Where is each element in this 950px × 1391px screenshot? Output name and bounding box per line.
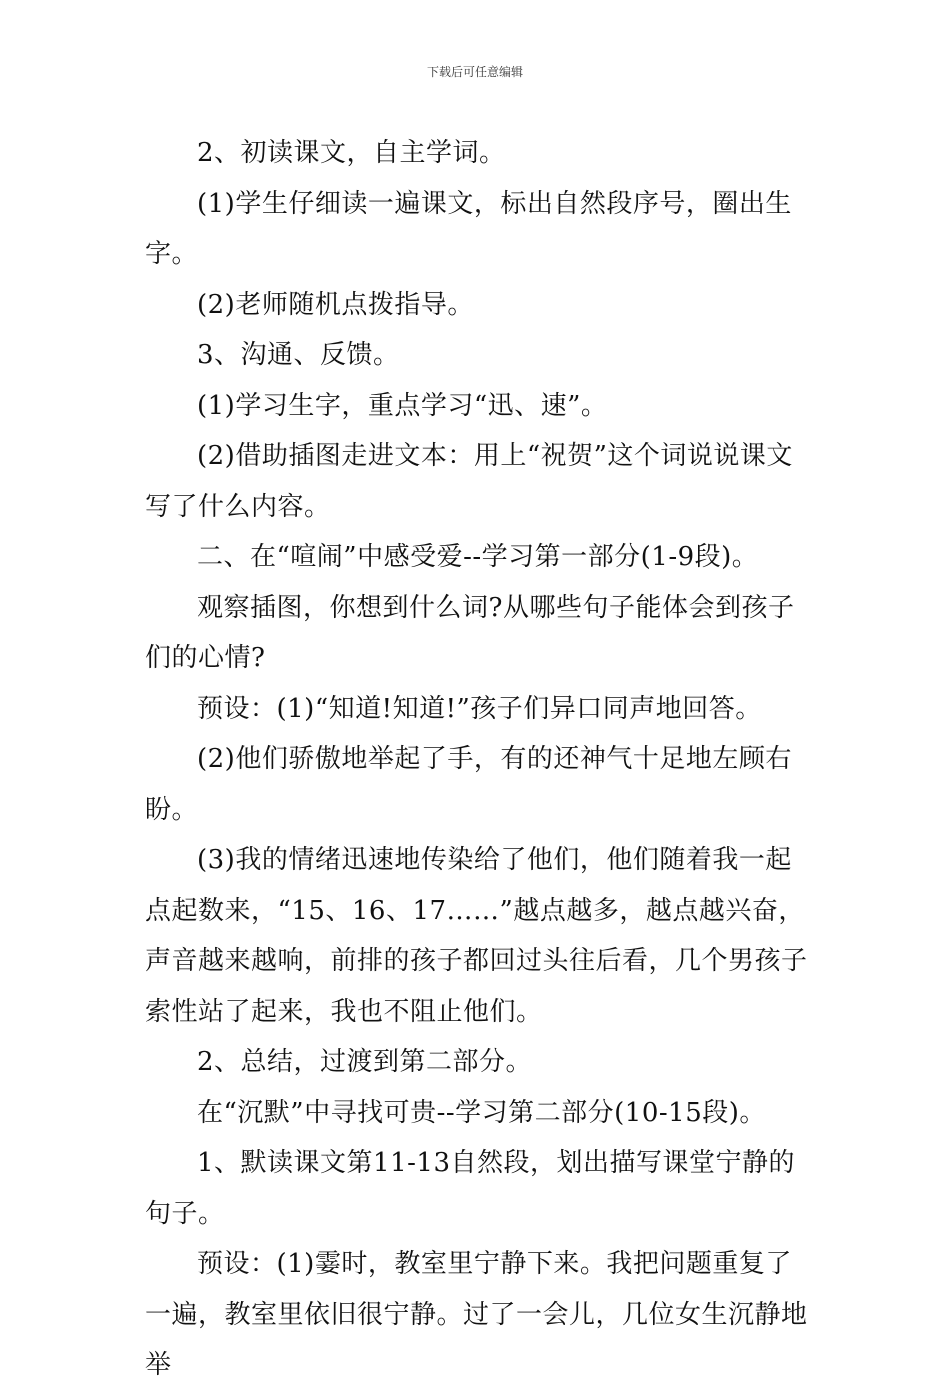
paragraph: 3、沟通、反馈。	[197, 340, 400, 370]
paragraph: (1)学生仔细读一遍课文，标出自然段序号，圈出生字。	[145, 188, 792, 269]
paragraph: (2)借助插图走进文本：用上“祝贺”这个词说说课文写了什么内容。	[145, 441, 793, 522]
document-body	[145, 128, 813, 1391]
paragraph: (2)他们骄傲地举起了手，有的还神气十足地左顾右盼。	[145, 744, 792, 825]
paragraph: (2)老师随机点拨指导。	[197, 289, 474, 320]
paragraph: 预设：(1)“知道!知道!”孩子们异口同声地回答。	[197, 693, 762, 724]
paragraph: 1、默读课文第11-13自然段，划出描写课堂宁静的句子。	[145, 1148, 795, 1229]
paragraph: 观察插图，你想到什么词?从哪些句子能体会到孩子们的心情?	[145, 592, 795, 673]
paragraph: (1)学习生字，重点学习“迅、速”。	[197, 390, 608, 421]
paragraph: 预设：(1)霎时，教室里宁静下来。我把问题重复了一遍，教室里依旧很宁静。过了一会儿，几位女生沉静地举	[145, 1249, 808, 1380]
paragraph: (3)我的情绪迅速地传染给了他们，他们随着我一起点起数来，“15、16、17……”越点越多，越点越兴奋，声音越来越响，前排的孩子都回过头往后看，几个男孩子索性站了起来，我也不阻止他们。	[145, 845, 808, 1027]
paragraph: 2、初读课文，自主学词。	[197, 138, 506, 168]
section-heading: 二、在“喧闹”中感受爱--学习第一部分(1-9段)。	[197, 542, 759, 572]
paragraph: 2、总结，过渡到第二部分。	[197, 1047, 533, 1077]
section-heading: 在“沉默”中寻找可贵--学习第二部分(10-15段)。	[197, 1097, 766, 1128]
page-header: 下载后可任意编辑	[426, 65, 523, 79]
